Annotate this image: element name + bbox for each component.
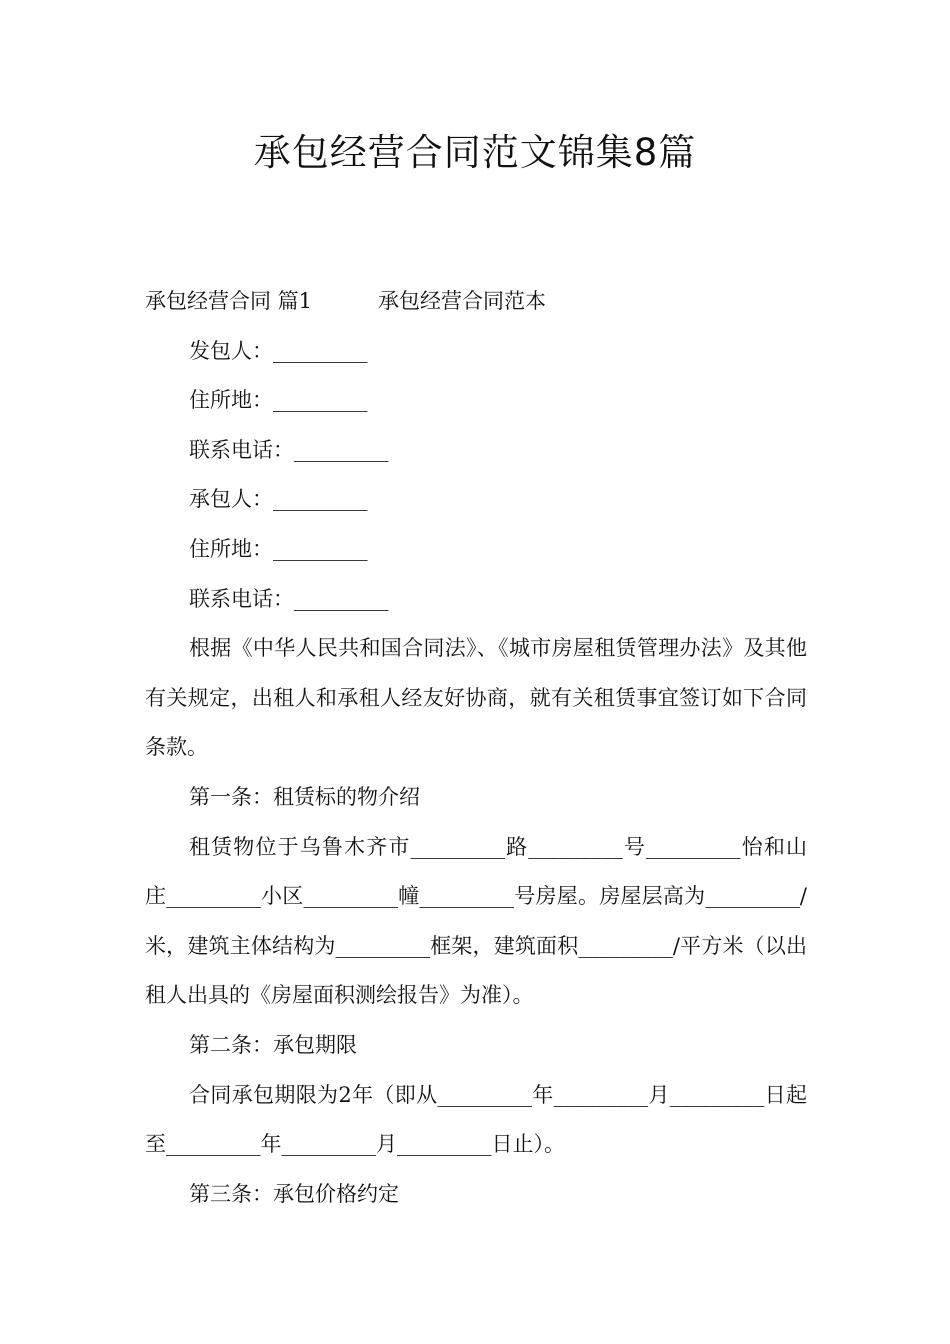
article-2-body: 合同承包期限为2年（即从_________年_________月_________日起至_________年_________月_________日止）。	[145, 1082, 807, 1157]
section-header-line	[145, 277, 807, 327]
preamble-paragraph: 根据《中华人民共和国合同法》、《城市房屋租赁管理办法》及其他有关规定，出租人和承租人经友好协商，就有关租赁事宜签订如下合同条款。	[145, 636, 807, 760]
section-subtitle: 承包经营合同范本	[378, 289, 547, 313]
field-employer: 发包人：_________	[189, 338, 368, 363]
section-label: 承包经营合同 篇1	[145, 289, 313, 313]
field-employer-phone: 联系电话：_________	[189, 437, 389, 462]
document-body	[145, 277, 807, 1219]
article-2-heading: 第二条：承包期限	[189, 1032, 357, 1057]
field-contractor: 承包人：_________	[189, 487, 368, 512]
article-1-body: 租赁物位于乌鲁木齐市_________路_________号_________怡和山庄_________小区_________幢_________号房屋。房屋层高为_________/米，建筑主体结构为_________框架，建筑面积_________/平方米（以出租人出具的《房屋面积测绘报告》为准）。	[145, 834, 807, 1008]
article-1-heading: 第一条：租赁标的物介绍	[189, 784, 420, 809]
field-employer-address: 住所地：_________	[189, 388, 368, 413]
field-contractor-phone: 联系电话：_________	[189, 586, 389, 611]
article-3-heading: 第三条：承包价格约定	[189, 1181, 399, 1206]
field-contractor-address: 住所地：_________	[189, 536, 368, 561]
document-title: 承包经营合同范文锦集8篇	[253, 131, 697, 174]
